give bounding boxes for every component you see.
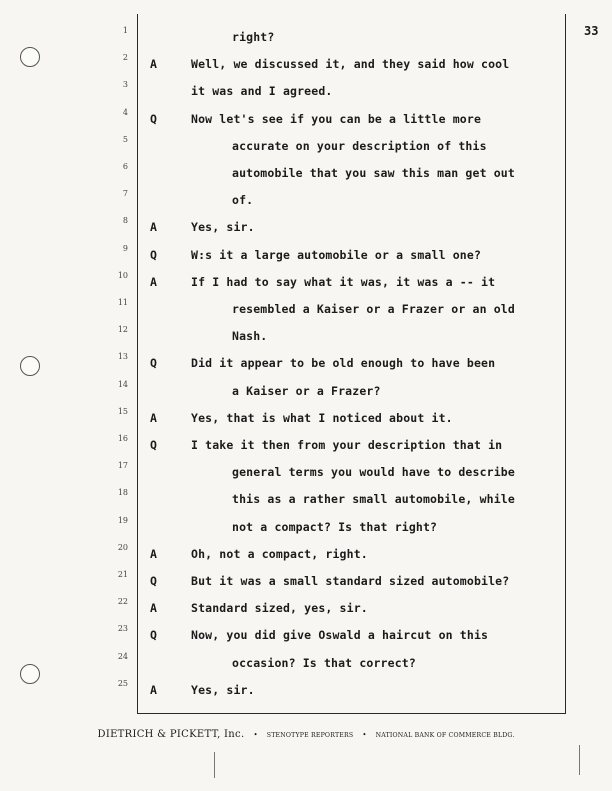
line-number: 10 xyxy=(117,270,128,280)
line-number: 14 xyxy=(117,379,128,389)
transcript-line-text: Standard sized, yes, sir. xyxy=(191,601,368,616)
transcript-line-text: Now, you did give Oswald a haircut on this xyxy=(191,628,489,643)
footer-role: STENOTYPE REPORTERS xyxy=(266,732,354,739)
transcript-line-text: Yes, that is what I noticed about it. xyxy=(191,410,453,425)
speaker-label: A xyxy=(150,57,157,72)
speaker-label: Q xyxy=(150,356,157,371)
line-number: 19 xyxy=(117,515,128,525)
scan-mark xyxy=(214,752,215,778)
line-number: 2 xyxy=(122,53,128,63)
line-number: 23 xyxy=(117,624,128,634)
reporter-footer xyxy=(0,722,612,741)
transcript-line-text: Oh, not a compact, right. xyxy=(191,546,368,561)
line-number: 13 xyxy=(117,352,128,362)
transcript-line-text: it was and I agreed. xyxy=(191,84,333,99)
speaker-label: Q xyxy=(150,574,157,588)
line-number: 22 xyxy=(117,597,128,607)
line-number: 9 xyxy=(122,243,128,253)
scan-mark xyxy=(579,745,580,775)
transcript-line-text: I take it then from your description that in xyxy=(191,438,503,452)
speaker-label: A xyxy=(150,601,157,616)
speaker-label: A xyxy=(150,682,157,697)
speaker-label: A xyxy=(150,274,157,289)
page-number: 33 xyxy=(584,24,599,38)
line-number: 17 xyxy=(117,461,128,471)
line-number: 12 xyxy=(117,325,128,335)
transcript-line-text: Yes, sir. xyxy=(191,220,255,235)
transcript-line-text: occasion? Is that correct? xyxy=(232,655,416,670)
footer-separator: • xyxy=(253,731,258,739)
speaker-label: Q xyxy=(150,438,157,452)
line-number: 3 xyxy=(122,80,128,90)
line-number: 15 xyxy=(117,406,128,416)
transcript-line-text: a Kaiser or a Frazer? xyxy=(232,383,381,398)
line-number: 24 xyxy=(117,651,128,661)
binder-hole-bottom xyxy=(20,664,40,684)
transcript-line-text: not a compact? Is that right? xyxy=(232,519,438,534)
transcript-line-text: of. xyxy=(232,193,254,208)
transcript-line-text: But it was a small standard sized automobile? xyxy=(191,574,510,588)
binder-hole-middle xyxy=(20,356,40,376)
line-number: 4 xyxy=(122,107,128,117)
line-number: 21 xyxy=(117,570,128,579)
line-number: 25 xyxy=(117,678,128,688)
line-number: 5 xyxy=(122,134,128,144)
line-number: 7 xyxy=(122,189,128,199)
speaker-label: Q xyxy=(150,247,157,262)
transcript-line-text: Did it appear to be old enough to have been xyxy=(191,356,496,371)
line-number: 8 xyxy=(122,216,128,226)
speaker-label: A xyxy=(150,546,157,561)
footer-address: NATIONAL BANK OF COMMERCE BLDG. xyxy=(375,732,515,739)
line-number: 1 xyxy=(122,26,128,35)
line-number: 6 xyxy=(122,162,128,171)
speaker-label: A xyxy=(150,220,157,235)
speaker-label: A xyxy=(150,410,157,425)
transcript-line-text: Nash. xyxy=(232,329,268,344)
transcript-line-text: Yes, sir. xyxy=(191,682,255,697)
transcript-line-text: Well, we discussed it, and they said how cool xyxy=(191,57,510,72)
transcript-line-text: resembled a Kaiser or a Frazer or an old xyxy=(232,302,515,316)
transcript-line-text: general terms you would have to describe xyxy=(232,465,515,480)
transcript-line-text: automobile that you saw this man get out xyxy=(232,166,515,180)
binder-hole-top xyxy=(20,47,40,67)
transcript-line-text: Now let's see if you can be a little more xyxy=(191,111,482,126)
transcript-line-text: accurate on your description of this xyxy=(232,138,487,153)
line-number: 11 xyxy=(117,298,128,307)
speaker-label: Q xyxy=(150,111,157,126)
footer-firm: DIETRICH & PICKETT, Inc. xyxy=(97,729,245,740)
line-number: 16 xyxy=(117,434,128,443)
transcript-line-text: this as a rather small automobile, while xyxy=(232,492,515,507)
transcript-line-text: W:s it a large automobile or a small one? xyxy=(191,247,482,262)
transcript-line-text: If I had to say what it was, it was a -- it xyxy=(191,274,496,289)
speaker-label: Q xyxy=(150,628,157,643)
transcript-line-text: right? xyxy=(232,30,275,44)
footer-separator: • xyxy=(362,731,367,739)
line-number: 20 xyxy=(117,542,128,552)
line-number: 18 xyxy=(117,488,128,498)
